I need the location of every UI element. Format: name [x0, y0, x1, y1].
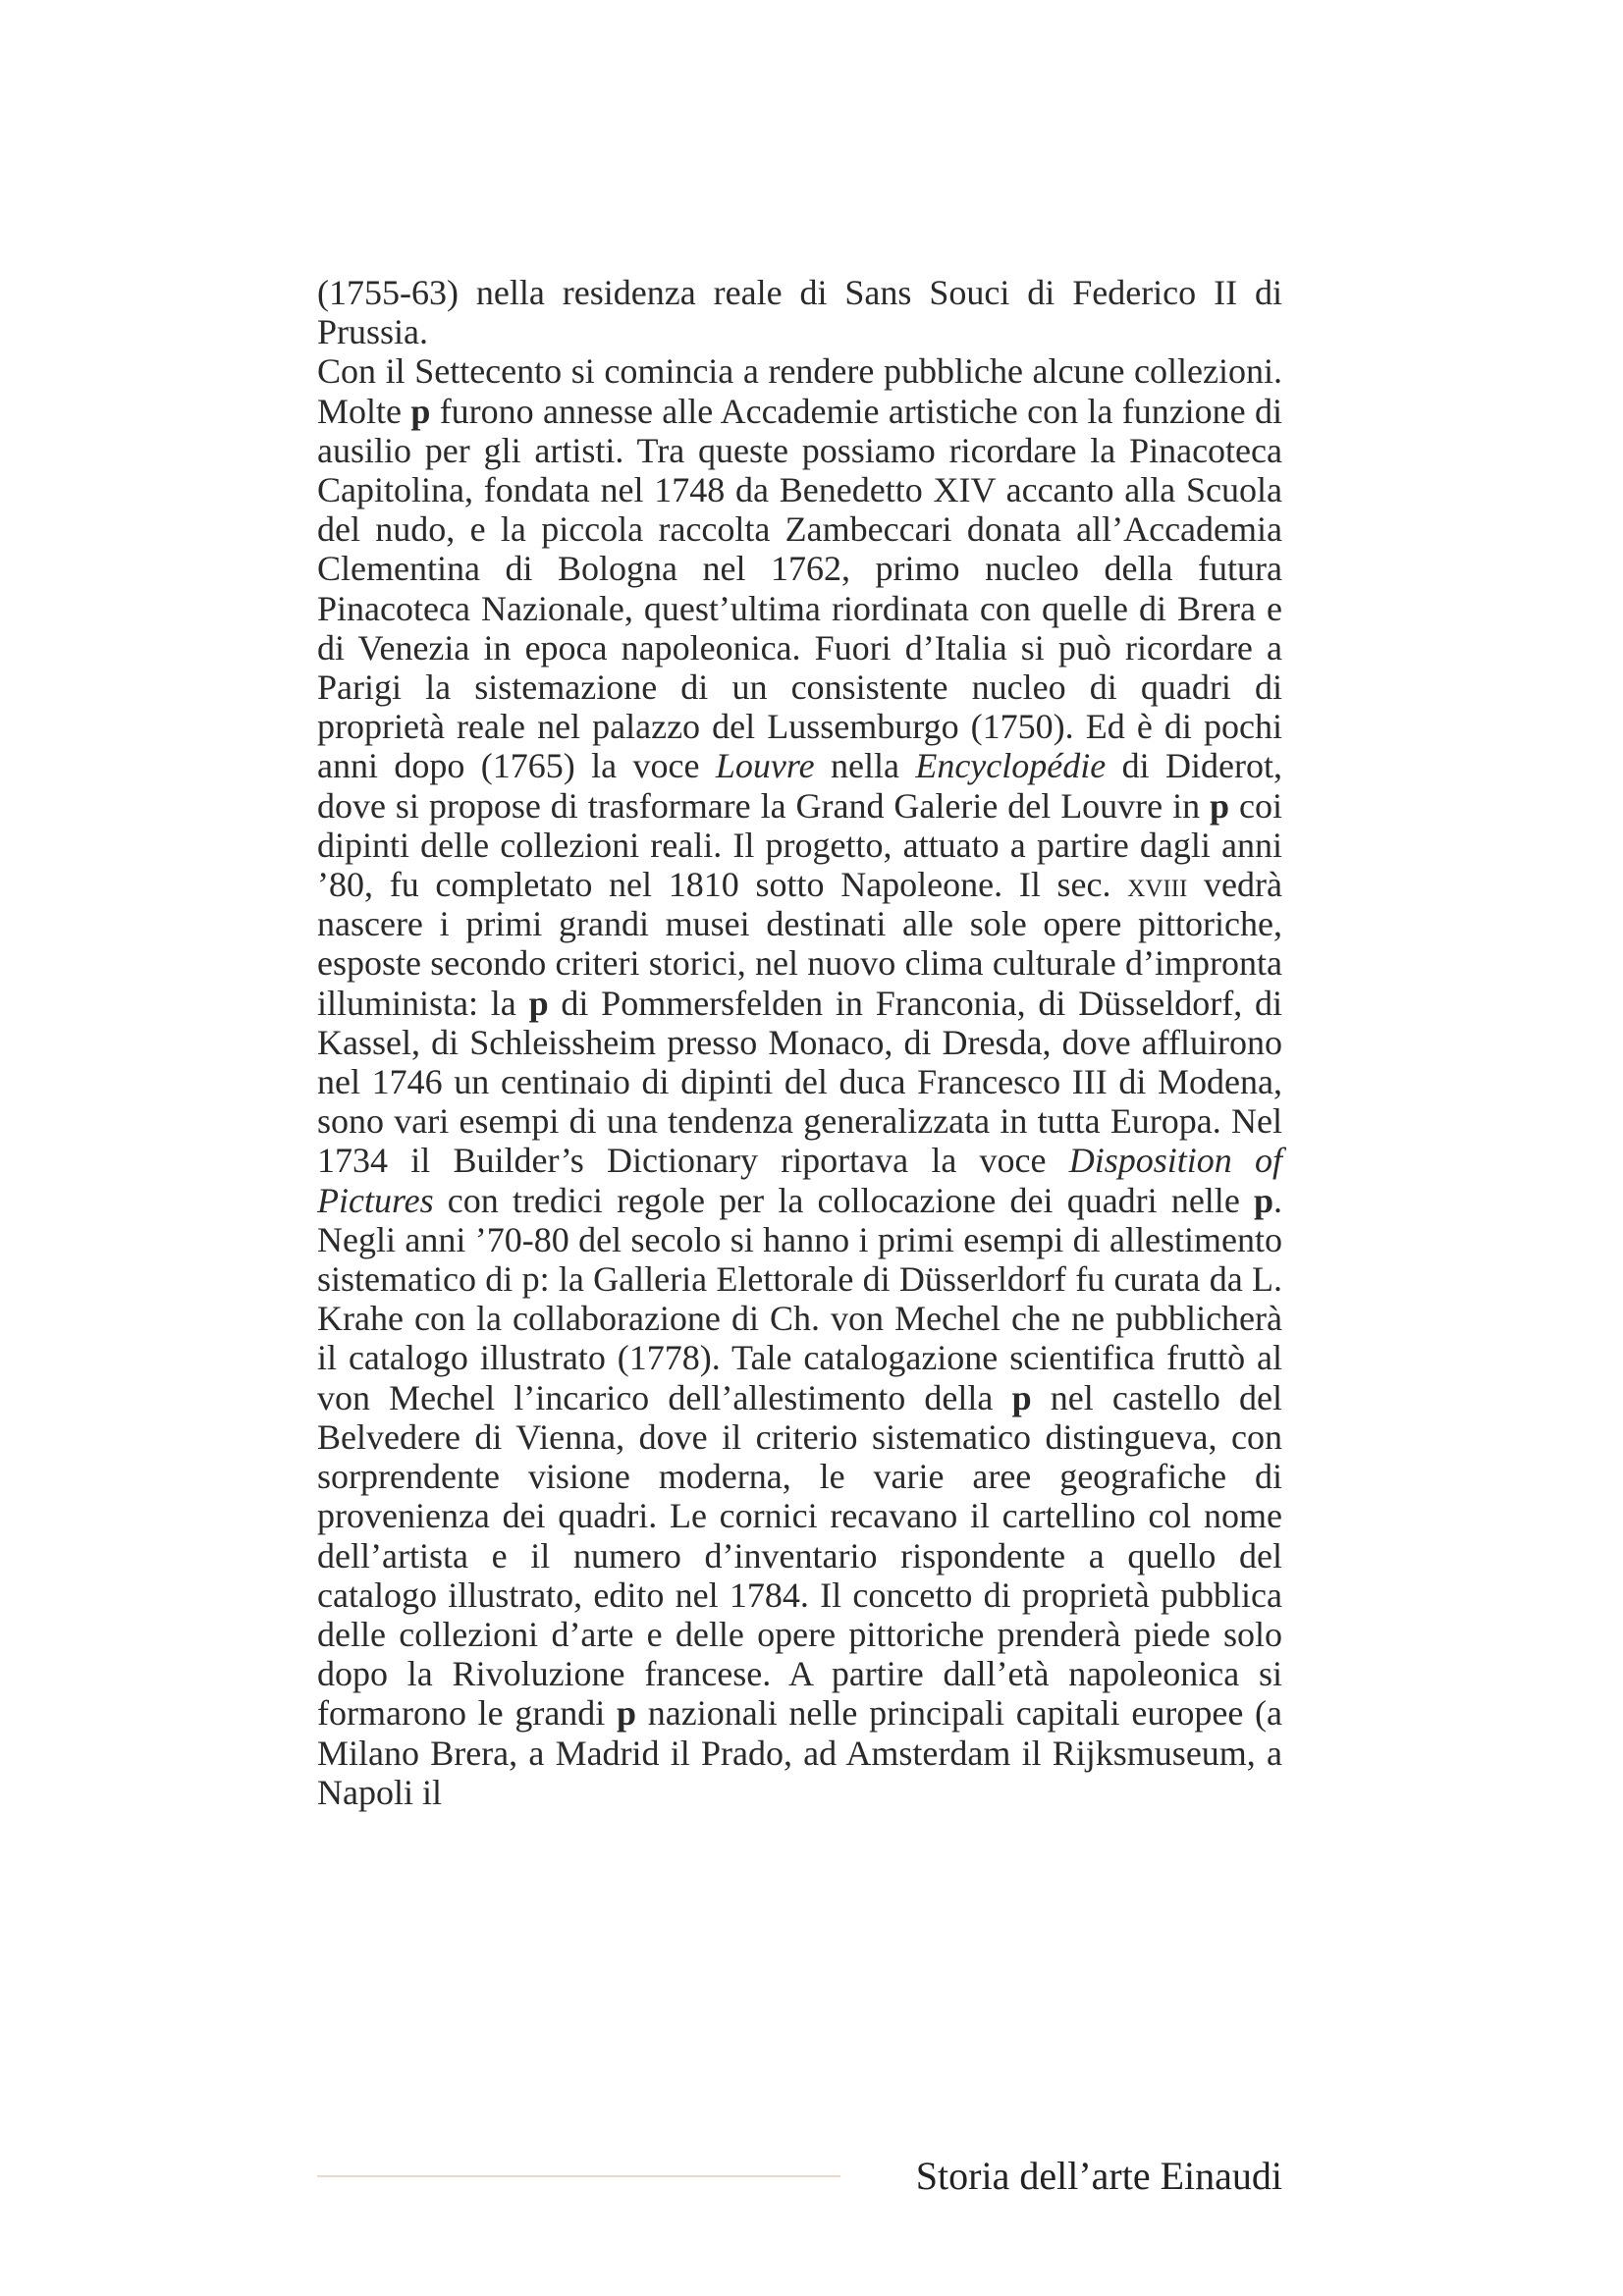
text-run: nazionali nelle principali capitali europee (a Milano Brera, a Madrid il Prado, ad Amsterdam il Rijksmuseum, a Napoli il	[317, 1693, 1282, 1812]
entry-abbreviation: p	[1253, 1180, 1273, 1220]
text-run: coi dipinti delle collezioni reali. Il progetto, attuato a partire dagli anni ’80, fu completato nel 1810 sotto Napoleone. Il sec.	[317, 785, 1282, 905]
text-run: di Diderot, dove si propose di trasformare la Grand Galerie del Louvre in	[317, 746, 1282, 826]
text-run: con tredici regole per la collocazione dei quadri nelle	[433, 1180, 1254, 1220]
text-run: vedrà nascere i primi grandi musei destinati alle sole opere pittoriche, esposte secondo criteri storici, nel nuovo clima culturale d’impronta illuminista: la	[317, 865, 1282, 1023]
text-run: furono annesse alle Accademie artistiche con la funzione di ausilio per gli artisti. Tra queste possiamo ricordare la Pinacoteca Capitolina, fondata nel 1748 da Benedetto XIV accanto alla Scuola del nudo, e la piccola raccolta Zambeccari donata all’Accademia Clementina di Bologna nel 1762, primo nucleo della futura Pinacoteca Nazionale, quest’ultima riordinata con quelle di Brera e di Venezia in epoca napoleonica. Fuori d’Italia si può ricordare a Parigi la sistemazione di un consistente nucleo di quadri di proprietà reale nel palazzo del Lussemburgo (1750). Ed è di pochi anni dopo (1765) la voce	[317, 391, 1282, 786]
text-run: di Pommersfelden in Franconia, di Düsseldorf, di Kassel, di Schleissheim presso Monaco, di Dresda, dove affluirono nel 1746 un centinaio di dipinti del duca Francesco III di Modena, sono vari esempi di una tendenza generalizzata in tutta Europa. Nel 1734 il Builder’s Dictionary riportava la voce	[317, 983, 1282, 1181]
entry-abbreviation: p	[1210, 785, 1230, 826]
footer-title: Storia dell’arte Einaudi	[915, 2154, 1282, 2198]
italic-term: Louvre	[715, 746, 815, 786]
entry-abbreviation: p	[617, 1693, 637, 1734]
body-text	[317, 273, 1282, 1812]
entry-abbreviation: p	[1011, 1377, 1032, 1417]
text-run: nella	[814, 746, 916, 786]
paragraph: (1755-63) nella residenza reale di Sans Souci di Federico II di Prussia.	[317, 273, 1282, 352]
italic-term: Disposition of Pictures	[317, 1141, 1282, 1220]
italic-term: Encyclopédie	[915, 746, 1107, 786]
paragraph	[317, 351, 1282, 1812]
entry-abbreviation: p	[528, 983, 549, 1023]
roman-numeral: xviii	[1127, 865, 1188, 905]
footer-rule	[317, 2175, 840, 2177]
entry-abbreviation: p	[410, 391, 431, 431]
text-run: nel castello del Belvedere di Vienna, dove il criterio sistematico distingueva, con sorprendente visione moderna, le varie aree geografiche di provenienza dei quadri. Le cornici recavano il cartellino col nome dell’artista e il numero d’inventario rispondente a quello del catalogo illustrato, edito nel 1784. Il concetto di proprietà pubblica delle collezioni d’arte e delle opere pittoriche prenderà piede solo dopo la Rivoluzione francese. A partire dall’età napoleonica si formarono le grandi	[317, 1377, 1282, 1734]
text-run: . Negli anni ’70-80 del secolo si hanno i primi esempi di allestimento sistematico di p: la Galleria Elettorale di Düsserldorf fu curata da L. Krahe con la collaborazione di Ch. von Mechel che ne pubblicherà il catalogo illustrato (1778). Tale catalogazione scientifica fruttò al von Mechel l’incarico dell’allestimento della	[317, 1180, 1282, 1417]
text-run: Con il Settecento si comincia a rendere pubbliche alcune collezioni. Molte	[317, 351, 1282, 431]
